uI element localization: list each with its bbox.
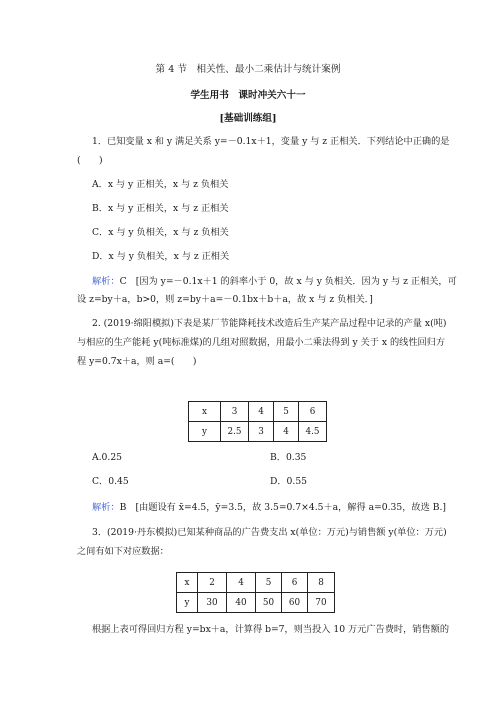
q1-option-d: D．x 与 y 负相关，x 与 z 正相关 — [92, 251, 230, 262]
q2-data-table — [188, 401, 327, 442]
q3-tail: 根据上表可得回归方程 y=bx＋a，计算得 b=7，则当投入 10 万元广告费时，销售额的 — [92, 624, 450, 635]
table-cell: 4 — [249, 402, 274, 422]
table-cell: 2 — [198, 573, 227, 593]
table-row — [177, 593, 335, 613]
table-cell: 50 — [256, 593, 282, 613]
table-cell: 3 — [221, 402, 249, 422]
q1-stem-line1: 1．已知变量 x 和 y 满足关系 y=－0.1x＋1，变量 y 与 z 正相关．下列结论中正确的是 — [92, 136, 450, 147]
table-cell: x — [189, 402, 221, 422]
table-cell: 70 — [308, 593, 335, 613]
q2-answer — [92, 502, 446, 514]
table-cell: 40 — [227, 593, 256, 613]
table-cell: 4 — [227, 573, 256, 593]
q2-answer-text: B [由题设有 x̄=4.5，ȳ=3.5，故 3.5=0.7×4.5＋a，解得 a=0.35，故选 B.] — [119, 502, 446, 513]
table-cell: 5 — [274, 402, 299, 422]
q1-stem-line2: ( ) — [77, 155, 103, 166]
table-cell: y — [177, 593, 198, 613]
q1-answer-line1 — [92, 276, 457, 288]
q1-option-b: B．x 与 y 正相关，x 与 z 正相关 — [92, 203, 229, 214]
q3-stem-line1: 3．(2019·丹东模拟)已知某种商品的广告费支出 x(单位：万元)与销售额 y(单位：万元) — [92, 527, 447, 538]
table-cell: x — [177, 573, 198, 593]
table-cell: 2.5 — [221, 422, 249, 442]
q1-answer-text1: C [因为 y=－0.1x＋1 的斜率小于 0，故 x 与 y 负相关．因为 y 与 z 正相关，可 — [119, 276, 457, 287]
q2-option-b: B．0.35 — [270, 452, 307, 463]
q3-stem-line2: 之间有如下对应数据： — [77, 546, 169, 557]
page-title: 第 4 节 相关性、最小二乘估计与统计案例 — [155, 64, 341, 75]
q1-option-c: C．x 与 y 负相关，x 与 z 负相关 — [92, 227, 229, 238]
q3-data-table — [176, 572, 335, 613]
table-row — [177, 573, 335, 593]
page-subtitle: 学生用书 课时冲关六十一 — [190, 90, 306, 101]
table-cell: 60 — [282, 593, 308, 613]
section-heading: [基础训练组] — [219, 113, 277, 124]
table-cell: 6 — [299, 402, 327, 422]
q1-option-a: A．x 与 y 正相关，x 与 z 负相关 — [92, 179, 229, 190]
table-cell: 4.5 — [299, 422, 327, 442]
q2-answer-label: 解析： — [92, 502, 120, 513]
table-cell: 5 — [256, 573, 282, 593]
q2-option-d: D．0.55 — [270, 476, 308, 487]
q2-option-c: C．0.45 — [92, 476, 129, 487]
q2-option-a: A.0.25 — [92, 452, 123, 463]
table-cell: 4 — [274, 422, 299, 442]
q2-stem-line1: 2. (2019·绵阳模拟)下表是某厂节能降耗技术改造后生产某产品过程中记录的产量 x(吨) — [92, 318, 447, 329]
table-cell: y — [189, 422, 221, 442]
q1-answer-line2: 设 z=by＋a，b>0，则 z=by＋a=－0.1bx＋b＋a，故 x 与 z 负相关．] — [77, 294, 373, 305]
table-row — [189, 422, 327, 442]
table-row — [189, 402, 327, 422]
table-cell: 8 — [308, 573, 335, 593]
q2-stem-line2: 与相应的生产能耗 y(吨标准煤)的几组对照数据，用最小二乘法得到 y 关于 x 的线性回归方 — [77, 337, 446, 348]
table-cell: 30 — [198, 593, 227, 613]
q2-stem-line3: 程 y=0.7x＋a，则 a=( ) — [77, 356, 197, 367]
q1-answer-label: 解析： — [92, 276, 120, 287]
table-cell: 3 — [249, 422, 274, 442]
table-cell: 6 — [282, 573, 308, 593]
